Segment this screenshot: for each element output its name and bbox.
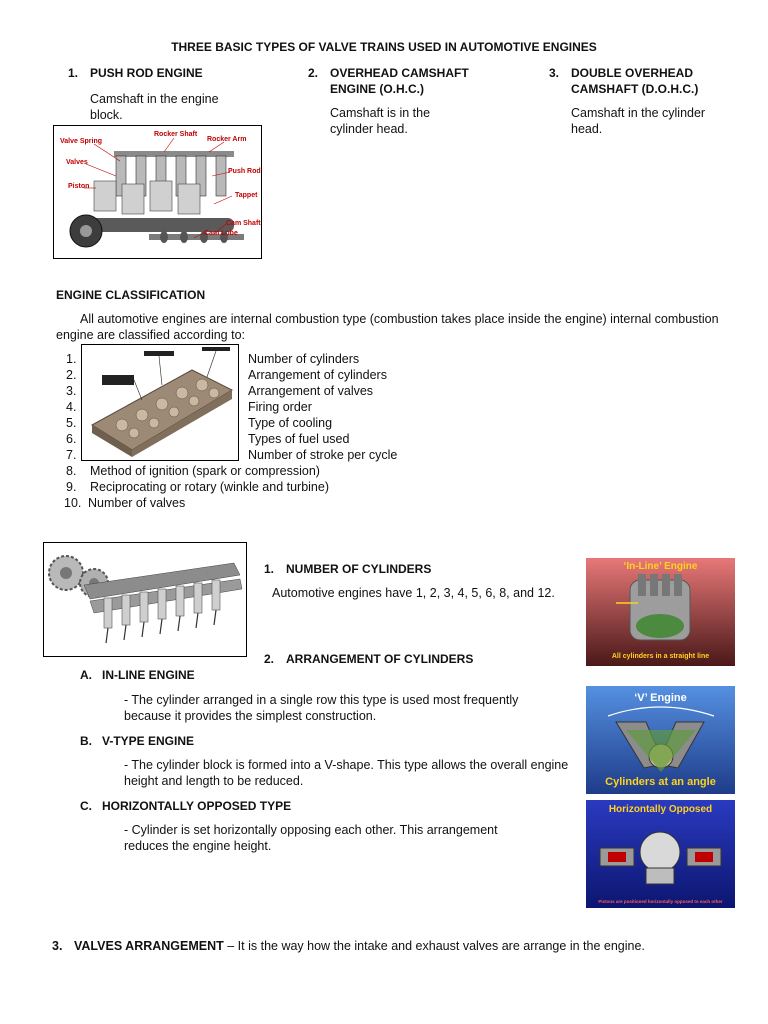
type-letter: B.: [80, 734, 92, 748]
list-num: 4.: [66, 400, 77, 414]
inline-engine-image: [586, 558, 735, 666]
label-rocker-shaft: Rocker Shaft: [154, 131, 198, 138]
list-num: 1.: [66, 352, 77, 366]
label-cam-shaft: Cam Shaft: [226, 220, 261, 227]
list-num: 7.: [66, 448, 77, 462]
camshaft-photo: [43, 542, 247, 657]
list-num: 9.: [66, 480, 77, 494]
valve-train-name: PUSH ROD ENGINE: [90, 66, 203, 80]
label-rocker-arm: Rocker Arm: [207, 136, 247, 143]
type-name: V-TYPE ENGINE: [102, 734, 195, 748]
list-item: [66, 351, 360, 367]
classification-list: [64, 351, 398, 511]
section-number: 3.: [52, 939, 63, 953]
classification-heading: ENGINE CLASSIFICATION: [56, 288, 206, 302]
list-item: [66, 463, 329, 479]
valve-train-desc: Camshaft in the engine block.: [90, 92, 219, 122]
label-tappet: Tappet: [235, 192, 258, 199]
inline-engine-illustration: [586, 558, 735, 666]
pushrod-engine-figure: [53, 125, 262, 259]
type-name: IN-LINE ENGINE: [102, 668, 195, 682]
list-num: 10.: [64, 496, 82, 510]
list-text: Arrangement of valves: [248, 384, 374, 398]
valve-train-desc: Camshaft is in the cylinder head.: [330, 106, 431, 136]
valve-train-3: [549, 65, 759, 137]
arrangement-heading: [264, 651, 473, 667]
list-item: [66, 415, 333, 431]
valve-train-desc: Camshaft in the cylinder head.: [571, 106, 706, 136]
list-text: Type of cooling: [248, 416, 333, 430]
item-number: 2.: [308, 66, 319, 80]
list-item: [66, 367, 387, 383]
camshaft-illustration: [44, 543, 246, 656]
label-cam-lobe: Cam Lobe: [204, 230, 238, 237]
type-b-heading: [80, 733, 194, 749]
pushrod-engine-illustration: [54, 126, 261, 258]
type-c-text: - Cylinder is set horizontally opposing each other. This arrangement reduces the engine height.: [124, 823, 498, 853]
valves-arrangement: [52, 938, 752, 954]
list-text: Types of fuel used: [248, 432, 350, 446]
type-letter: C.: [80, 799, 92, 813]
list-text: Firing order: [248, 400, 312, 414]
valves-heading: VALVES ARRANGEMENT: [74, 939, 224, 953]
v-engine-image: [586, 686, 735, 794]
list-text: Reciprocating or rotary (winkle and turbine): [90, 480, 329, 494]
ho-engine-caption: Pistons are positioned horizontally opposed to each other: [598, 899, 723, 904]
section-title: NUMBER OF CYLINDERS: [286, 562, 432, 576]
inline-engine-title: ‘In-Line’ Engine: [623, 561, 698, 572]
v-engine-title: ‘V’ Engine: [634, 692, 687, 704]
valves-text: – It is the way how the intake and exhaust valves are arrange in the engine.: [223, 939, 645, 953]
valve-train-2: [308, 65, 518, 137]
label-valve-spring: Valve Spring: [60, 138, 103, 145]
list-num: 3.: [66, 384, 77, 398]
horizontally-opposed-image: [586, 800, 735, 908]
classification-intro: All automotive engines are internal combustion type (combustion takes place inside the engine) internal combustion engine are classified according to:: [56, 312, 719, 342]
section-number: 1.: [264, 562, 275, 576]
list-text: Number of stroke per cycle: [248, 448, 398, 462]
item-number: 3.: [549, 66, 560, 80]
valve-train-1: [68, 65, 288, 123]
cylinders-text: Automotive engines have 1, 2, 3, 4, 5, 6, 8, and 12.: [272, 586, 555, 600]
ho-engine-illustration: [586, 800, 735, 908]
label-push-rod: Push Rod: [228, 168, 261, 175]
list-text: Arrangement of cylinders: [248, 368, 387, 382]
inline-engine-caption: All cylinders in a straight line: [611, 653, 710, 660]
list-item: [66, 447, 398, 463]
list-item: [66, 399, 329, 415]
type-a-text: - The cylinder arranged in a single row this type is used most frequently because it provides the simplest construction.: [124, 693, 519, 723]
v-engine-caption: Cylinders at an angle: [605, 776, 716, 788]
list-num: 8.: [66, 464, 77, 478]
cylinders-heading: [264, 561, 431, 577]
type-c-heading: [80, 798, 291, 814]
list-text: Number of valves: [88, 496, 186, 510]
label-piston: Piston: [68, 183, 90, 190]
list-item: [66, 431, 350, 447]
list-text: Number of cylinders: [248, 352, 360, 366]
list-item: [66, 479, 329, 495]
page-title: THREE BASIC TYPES OF VALVE TRAINS USED IN AUTOMOTIVE ENGINES: [171, 40, 597, 54]
list-text: Method of ignition (spark or compression): [90, 464, 320, 478]
valve-train-name-line1: DOUBLE OVERHEAD: [571, 66, 694, 80]
type-b-text: - The cylinder block is formed into a V-shape. This type allows the overall engine height and length to be reduced.: [124, 758, 569, 788]
section-title: ARRANGEMENT OF CYLINDERS: [286, 652, 474, 666]
valve-train-name-line2: ENGINE (O.H.C.): [330, 82, 425, 96]
type-letter: A.: [80, 668, 92, 682]
valve-train-name-line1: OVERHEAD CAMSHAFT: [330, 66, 469, 80]
valve-train-name-line2: CAMSHAFT (D.O.H.C.): [571, 82, 699, 96]
list-num: 6.: [66, 432, 77, 446]
item-number: 1.: [68, 66, 79, 80]
list-num: 5.: [66, 416, 77, 430]
type-name: HORIZONTALLY OPPOSED TYPE: [102, 799, 292, 813]
list-item: [66, 383, 374, 399]
section-number: 2.: [264, 652, 275, 666]
ho-engine-title: Horizontally Opposed: [608, 804, 713, 815]
list-num: 2.: [66, 368, 77, 382]
list-item: [66, 495, 329, 511]
label-valves: Valves: [66, 159, 88, 166]
type-a-heading: [80, 667, 195, 683]
